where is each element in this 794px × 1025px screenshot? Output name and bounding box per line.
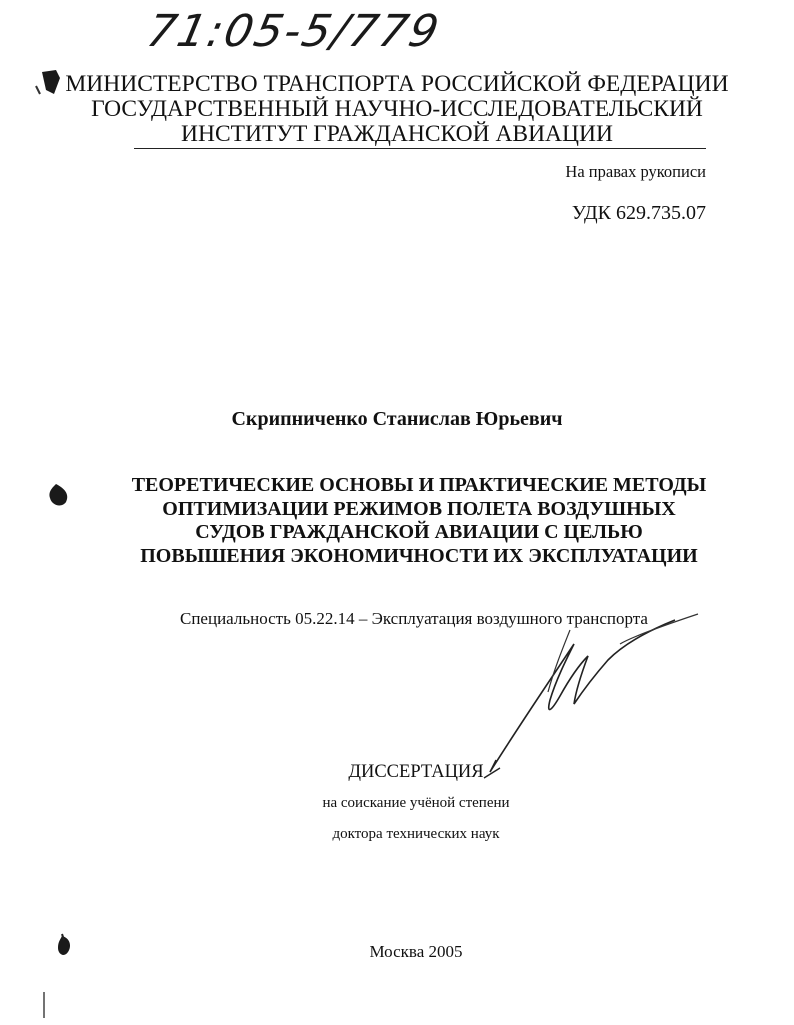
manuscript-note: На правах рукописи [565, 162, 706, 181]
header-divider [134, 148, 706, 149]
udc-code: УДК 629.735.07 [571, 202, 706, 224]
scan-mark-icon [40, 990, 48, 1020]
title-line: СУДОВ ГРАЖДАНСКОЙ АВИАЦИИ С ЦЕЛЬЮ [195, 521, 643, 543]
degree-line: доктора технических наук [332, 826, 500, 842]
institution-line: ГОСУДАРСТВЕННЫЙ НАУЧНО-ИССЛЕДОВАТЕЛЬСКИЙ [91, 96, 703, 122]
dissertation-title [0, 474, 794, 568]
city-year: Москва 2005 [369, 942, 463, 961]
document-type: ДИССЕРТАЦИЯ [348, 762, 484, 782]
title-line: ОПТИМИЗАЦИИ РЕЖИМОВ ПОЛЕТА ВОЗДУШНЫХ [162, 497, 676, 520]
degree-line: на соискание учёной степени [322, 795, 510, 811]
institution-line: МИНИСТЕРСТВО ТРАНСПОРТА РОССИЙСКОЙ ФЕДЕРАЦИИ [65, 71, 729, 97]
signature-icon [470, 600, 700, 780]
specialty-line: Специальность 05.22.14 – Эксплуатация воздушного транспорта [180, 609, 648, 628]
title-line: ПОВЫШЕНИЯ ЭКОНОМИЧНОСТИ ИХ ЭКСПЛУАТАЦИИ [140, 544, 698, 567]
author-name: Скрипниченко Станислав Юрьевич [231, 408, 563, 430]
title-line: ТЕОРЕТИЧЕСКИЕ ОСНОВЫ И ПРАКТИЧЕСКИЕ МЕТОДЫ [131, 474, 707, 496]
archive-number-handwritten: 71:05-5/779 [142, 6, 445, 57]
institution-header [0, 72, 794, 147]
institution-line: ИНСТИТУТ ГРАЖДАНСКОЙ АВИАЦИИ [181, 121, 613, 147]
